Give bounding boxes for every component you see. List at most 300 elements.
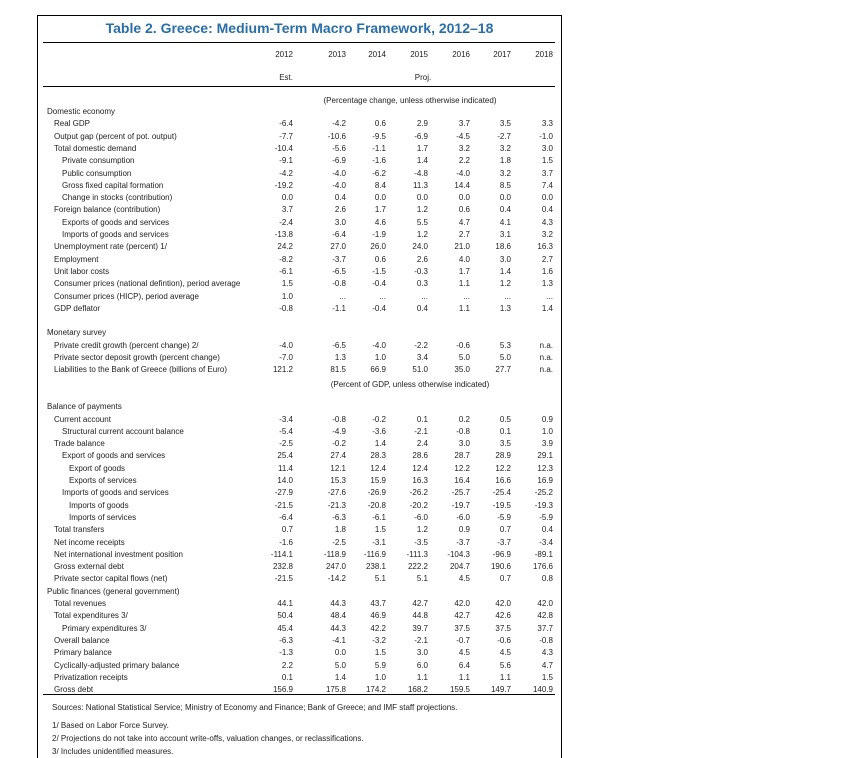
- proj-label: Proj.: [414, 73, 432, 82]
- cell-2012: -19.2: [274, 180, 293, 190]
- cell-2016: 3.7: [458, 119, 470, 129]
- cell-2015: 168.2: [407, 685, 428, 695]
- cell-2014: ...: [379, 291, 386, 301]
- cell-2015: 16.3: [412, 476, 428, 485]
- cell-2013: -10.6: [327, 131, 346, 141]
- cell-2018: 4.3: [541, 648, 553, 658]
- cell-2013: 175.8: [325, 685, 346, 695]
- cell-2016: -25.7: [451, 488, 470, 498]
- cell-2014: -20.8: [367, 500, 386, 510]
- cell-2013: -4.2: [332, 119, 346, 129]
- cell-2018: 16.3: [537, 242, 553, 252]
- cell-2018: 3.2: [541, 230, 553, 239]
- cell-2012: -8.2: [279, 254, 293, 264]
- cell-2015: -6.9: [414, 131, 428, 141]
- cell-2017: 0.1: [499, 426, 511, 436]
- cell-2017: -0.6: [497, 635, 511, 645]
- cell-2012: 121.2: [272, 365, 293, 375]
- row-label: Overall balance: [54, 635, 110, 645]
- cell-2018: 37.7: [537, 623, 553, 633]
- row-label: Total transfers: [54, 525, 105, 535]
- cell-2013: -4.9: [332, 426, 346, 436]
- cell-2015: -2.1: [414, 426, 428, 436]
- cell-2018: 3.3: [541, 119, 553, 129]
- cell-2013: 5.0: [334, 660, 346, 670]
- cell-2014: -4.0: [372, 340, 386, 350]
- est-label: Est.: [279, 73, 293, 82]
- cell-2016: 16.4: [454, 476, 470, 485]
- cell-2016: 4.5: [458, 648, 470, 658]
- cell-2012: 3.7: [281, 205, 293, 215]
- cell-2015: -2.2: [414, 340, 428, 350]
- cell-2016: 4.0: [458, 254, 470, 264]
- cell-2015: -26.2: [409, 488, 428, 498]
- cell-2015: 1.2: [416, 205, 428, 215]
- year-2016: 2016: [452, 50, 470, 59]
- row-label: Exports of goods and services: [62, 217, 170, 227]
- cell-2015: 0.4: [416, 303, 428, 313]
- cell-2012: -21.5: [274, 500, 293, 510]
- cell-2016: 2.7: [458, 230, 470, 239]
- cell-2013: -0.8: [332, 279, 346, 289]
- year-2012: 2012: [275, 50, 293, 59]
- row-label: Private sector capital flows (net): [54, 574, 168, 584]
- row-label: Consumer prices (HICP), period average: [54, 291, 199, 301]
- cell-2018: n.a.: [539, 353, 553, 362]
- cell-2012: 1.5: [281, 279, 293, 289]
- cell-2014: -0.2: [372, 414, 386, 424]
- cell-2014: -1.6: [372, 156, 386, 166]
- cell-2017: ...: [504, 291, 511, 301]
- cell-2018: 3.7: [541, 168, 553, 178]
- cell-2017: -96.9: [492, 549, 511, 559]
- cell-2017: 3.5: [499, 439, 511, 449]
- cell-2016: 0.6: [458, 205, 470, 215]
- cell-2015: 2.4: [416, 439, 428, 449]
- cell-2016: -0.8: [456, 426, 470, 436]
- cell-2016: 159.5: [449, 685, 470, 695]
- cell-2013: 44.3: [330, 599, 346, 608]
- cell-2017: -19.5: [492, 500, 511, 510]
- cell-2015: 1.7: [416, 143, 428, 153]
- cell-2014: 1.0: [374, 353, 386, 362]
- row-label: Gross debt: [54, 685, 94, 695]
- row-label: Imports of services: [69, 512, 137, 522]
- cell-2012: -10.4: [274, 143, 293, 153]
- cell-2012: 24.2: [277, 242, 293, 252]
- cell-2013: 247.0: [325, 562, 346, 572]
- cell-2013: -0.8: [332, 414, 346, 424]
- cell-2015: -111.3: [406, 549, 428, 559]
- cell-2012: -1.6: [279, 537, 293, 547]
- cell-2015: 24.0: [412, 242, 428, 252]
- section-heading: Domestic economy: [47, 107, 116, 116]
- cell-2016: -0.7: [456, 635, 470, 645]
- cell-2016: 1.1: [458, 303, 470, 313]
- cell-2017: 0.0: [499, 193, 511, 203]
- cell-2012: -114.1: [270, 549, 293, 559]
- row-label: Imports of goods and services: [62, 488, 169, 498]
- cell-2014: 12.4: [370, 463, 386, 473]
- cell-2013: 1.4: [334, 672, 346, 682]
- cell-2017: 1.2: [499, 279, 511, 289]
- cell-2015: 51.0: [412, 365, 428, 375]
- cell-2013: -4.0: [332, 168, 346, 178]
- cell-2017: 149.7: [490, 685, 511, 695]
- cell-2018: 0.4: [541, 205, 553, 215]
- row-label: Total revenues: [54, 599, 107, 608]
- cell-2013: -3.7: [332, 254, 346, 264]
- cell-2012: 0.0: [281, 193, 293, 203]
- footnote-1: 1/ Based on Labor Force Survey.: [52, 721, 169, 730]
- cell-2018: 1.6: [541, 266, 553, 276]
- cell-2013: 48.4: [330, 611, 346, 621]
- cell-2017: 27.7: [495, 365, 511, 375]
- cell-2017: 3.2: [499, 168, 511, 178]
- cell-2016: 42.0: [454, 599, 470, 608]
- row-label: Private sector deposit growth (percent change): [54, 353, 220, 362]
- cell-2014: 28.3: [370, 451, 386, 461]
- row-label: Net international investment position: [54, 549, 183, 559]
- cell-2017: 12.2: [495, 463, 511, 473]
- cell-2014: -6.2: [372, 168, 386, 178]
- cell-2017: 5.6: [499, 660, 511, 670]
- cell-2014: 0.6: [374, 119, 386, 129]
- cell-2012: -6.3: [279, 635, 293, 645]
- cell-2018: -25.2: [534, 488, 553, 498]
- cell-2013: -2.5: [332, 537, 346, 547]
- cell-2012: 0.1: [281, 672, 293, 682]
- cell-2016: -6.0: [456, 512, 470, 522]
- cell-2014: 66.9: [370, 365, 386, 375]
- cell-2015: 1.2: [416, 525, 428, 535]
- cell-2013: -4.0: [332, 180, 346, 190]
- cell-2015: 222.2: [407, 562, 428, 572]
- cell-2015: -4.8: [414, 168, 428, 178]
- cell-2015: 0.0: [416, 193, 428, 203]
- cell-2014: -9.5: [372, 131, 386, 141]
- cell-2015: 5.5: [416, 217, 428, 227]
- row-label: Private consumption: [62, 156, 135, 166]
- cell-2016: 6.4: [458, 660, 470, 670]
- cell-2018: 1.3: [541, 279, 553, 289]
- cell-2013: -21.3: [327, 500, 346, 510]
- cell-2017: 4.5: [499, 648, 511, 658]
- cell-2012: -2.4: [279, 217, 293, 227]
- cell-2018: 0.8: [541, 574, 553, 584]
- cell-2015: 2.9: [416, 119, 428, 129]
- cell-2014: 238.1: [365, 562, 386, 572]
- cell-2015: 39.7: [412, 623, 428, 633]
- row-label: Primary balance: [54, 648, 112, 658]
- cell-2018: n.a.: [539, 365, 553, 375]
- cell-2018: 12.3: [537, 463, 553, 473]
- cell-2017: 190.6: [490, 562, 511, 572]
- rule-header: [43, 86, 555, 87]
- cell-2013: -6.5: [332, 340, 346, 350]
- cell-2018: 3.9: [541, 439, 553, 449]
- cell-2017: 3.1: [499, 230, 511, 239]
- cell-2016: 0.9: [458, 525, 470, 535]
- cell-2015: 12.4: [412, 463, 428, 473]
- row-label: Unemployment rate (percent) 1/: [54, 242, 167, 252]
- cell-2016: 37.5: [454, 623, 470, 633]
- row-label: Structural current account balance: [62, 426, 184, 436]
- cell-2017: 16.6: [495, 476, 511, 485]
- cell-2013: -27.6: [327, 488, 346, 498]
- cell-2014: 15.9: [370, 476, 386, 485]
- cell-2016: 1.1: [458, 279, 470, 289]
- cell-2015: 1.2: [416, 230, 428, 239]
- row-label: Current account: [54, 414, 111, 424]
- cell-2013: 44.3: [330, 623, 346, 633]
- cell-2018: 16.9: [537, 476, 553, 485]
- cell-2015: 3.4: [416, 353, 428, 362]
- cell-2015: ...: [421, 291, 428, 301]
- cell-2018: 0.0: [541, 193, 553, 203]
- cell-2016: 42.7: [454, 611, 470, 621]
- cell-2017: 3.5: [499, 119, 511, 129]
- cell-2014: -3.6: [372, 426, 386, 436]
- unit-note-percent-of-gdp: (Percent of GDP, unless otherwise indicated): [330, 380, 490, 389]
- cell-2012: -5.4: [279, 426, 293, 436]
- cell-2017: 8.5: [499, 180, 511, 190]
- year-2018: 2018: [535, 50, 553, 59]
- year-2013: 2013: [328, 50, 346, 59]
- cell-2012: 2.2: [281, 660, 293, 670]
- cell-2013: -6.5: [332, 266, 346, 276]
- cell-2017: 42.0: [495, 599, 511, 608]
- cell-2016: 4.5: [458, 574, 470, 584]
- cell-2016: 35.0: [454, 365, 470, 375]
- cell-2018: 1.0: [541, 426, 553, 436]
- row-label: Imports of goods: [69, 500, 129, 510]
- cell-2014: 1.5: [374, 525, 386, 535]
- cell-2015: 1.1: [416, 672, 428, 682]
- cell-2017: 0.4: [499, 205, 511, 215]
- row-label: Unit labor costs: [54, 266, 110, 276]
- cell-2014: 1.0: [374, 672, 386, 682]
- cell-2016: 2.2: [458, 156, 470, 166]
- cell-2015: 11.3: [413, 180, 428, 190]
- cell-2012: 25.4: [277, 451, 293, 461]
- row-label: Total expenditures 3/: [54, 611, 128, 621]
- section-heading: Balance of payments: [47, 402, 122, 412]
- cell-2014: 5.9: [374, 660, 386, 670]
- cell-2014: -1.9: [372, 230, 386, 239]
- cell-2014: 5.1: [374, 574, 386, 584]
- cell-2012: -27.9: [274, 488, 293, 498]
- cell-2013: 1.8: [334, 525, 346, 535]
- cell-2012: 14.0: [277, 476, 293, 485]
- cell-2012: -6.1: [279, 266, 293, 276]
- cell-2015: 0.3: [416, 279, 428, 289]
- row-label: Foreign balance (contribution): [54, 205, 161, 215]
- cell-2012: 45.4: [277, 623, 293, 633]
- cell-2017: 42.6: [495, 611, 511, 621]
- cell-2017: -2.7: [497, 131, 511, 141]
- cell-2016: 3.2: [458, 143, 470, 153]
- cell-2014: -116.9: [363, 549, 386, 559]
- cell-2018: -89.1: [534, 549, 553, 559]
- cell-2018: 4.3: [541, 217, 553, 227]
- row-label: Gross external debt: [54, 562, 124, 572]
- cell-2018: 1.5: [541, 156, 553, 166]
- cell-2016: 4.7: [458, 217, 470, 227]
- cell-2012: -3.4: [279, 414, 293, 424]
- cell-2015: 1.4: [416, 156, 428, 166]
- cell-2015: 28.6: [412, 451, 428, 461]
- cell-2018: 0.9: [541, 414, 553, 424]
- cell-2014: 0.6: [374, 254, 386, 264]
- cell-2015: 2.6: [416, 254, 428, 264]
- row-label: Change in stocks (contribution): [62, 193, 173, 203]
- cell-2012: -13.8: [274, 230, 293, 239]
- cell-2016: -0.6: [456, 340, 470, 350]
- row-label: Real GDP: [54, 119, 91, 129]
- sources-note: Sources: National Statistical Service; Ministry of Economy and Finance; Bank of Greece; and IMF staff projections.: [52, 703, 458, 712]
- cell-2015: 44.8: [412, 611, 428, 621]
- row-label: Exports of services: [69, 476, 137, 485]
- cell-2014: -1.1: [372, 143, 386, 153]
- cell-2018: -0.8: [539, 635, 553, 645]
- cell-2015: -2.1: [414, 635, 428, 645]
- cell-2012: 44.1: [277, 599, 293, 608]
- cell-2013: 3.0: [334, 217, 346, 227]
- cell-2013: -118.9: [323, 549, 346, 559]
- cell-2016: 14.4: [454, 180, 470, 190]
- cell-2013: ...: [339, 291, 346, 301]
- cell-2017: 1.3: [499, 303, 511, 313]
- cell-2016: 1.1: [458, 672, 470, 682]
- cell-2017: 28.9: [495, 451, 511, 461]
- cell-2013: 12.1: [330, 463, 346, 473]
- cell-2015: -20.2: [409, 500, 428, 510]
- section-heading: Public finances (general government): [47, 586, 180, 596]
- cell-2016: 28.7: [454, 451, 470, 461]
- cell-2014: 1.5: [374, 648, 386, 658]
- year-2017: 2017: [493, 50, 511, 59]
- cell-2017: 4.1: [499, 217, 511, 227]
- row-label: Employment: [54, 254, 99, 264]
- cell-2012: -1.3: [279, 648, 293, 658]
- cell-2015: -3.5: [414, 537, 428, 547]
- cell-2014: 42.2: [370, 623, 386, 633]
- cell-2013: -6.4: [332, 230, 346, 239]
- cell-2018: 1.4: [541, 303, 553, 313]
- cell-2015: -0.3: [414, 266, 428, 276]
- cell-2013: 0.4: [334, 193, 346, 203]
- cell-2018: 3.0: [541, 143, 553, 153]
- row-label: Export of goods and services: [62, 451, 166, 461]
- row-label: Privatization receipts: [54, 672, 128, 682]
- cell-2016: 5.0: [458, 353, 470, 362]
- cell-2013: 15.3: [330, 476, 346, 485]
- cell-2013: -14.2: [327, 574, 346, 584]
- cell-2012: -9.1: [279, 156, 293, 166]
- cell-2012: 156.9: [272, 685, 293, 695]
- cell-2014: 8.4: [374, 180, 386, 190]
- row-label: Output gap (percent of pot. output): [54, 131, 177, 141]
- cell-2017: 5.3: [499, 340, 511, 350]
- cell-2013: 27.4: [330, 451, 346, 461]
- cell-2013: 1.3: [334, 353, 346, 362]
- cell-2016: 12.2: [454, 463, 470, 473]
- cell-2012: -21.5: [274, 574, 293, 584]
- cell-2014: 46.9: [370, 611, 386, 621]
- cell-2017: 1.4: [499, 266, 511, 276]
- cell-2018: 2.7: [541, 254, 553, 264]
- row-label: Export of goods: [69, 463, 126, 473]
- cell-2015: 5.1: [416, 574, 428, 584]
- row-label: Consumer prices (national defintion), period average: [54, 279, 241, 289]
- cell-2018: 42.0: [537, 599, 553, 608]
- cell-2017: 1.1: [499, 672, 511, 682]
- cell-2018: 42.8: [537, 611, 553, 621]
- cell-2016: -3.7: [456, 537, 470, 547]
- cell-2013: 2.6: [334, 205, 346, 215]
- cell-2013: 0.0: [334, 648, 346, 658]
- cell-2018: 140.9: [532, 685, 553, 695]
- cell-2014: 0.0: [374, 193, 386, 203]
- cell-2013: -0.2: [332, 439, 346, 449]
- cell-2016: -19.7: [451, 500, 470, 510]
- cell-2017: 3.0: [499, 254, 511, 264]
- section-heading: Monetary survey: [47, 328, 107, 338]
- cell-2017: 0.5: [499, 414, 511, 424]
- cell-2018: 4.7: [541, 660, 553, 670]
- cell-2015: 3.0: [416, 648, 428, 658]
- cell-2017: 1.8: [499, 156, 511, 166]
- cell-2013: -4.1: [332, 635, 346, 645]
- row-label: Total domestic demand: [54, 143, 137, 153]
- row-label: Public consumption: [62, 168, 132, 178]
- cell-2017: 3.2: [499, 143, 511, 153]
- unit-note-percentage-change: (Percentage change, unless otherwise indicated): [323, 96, 497, 105]
- cell-2014: 1.7: [374, 205, 386, 215]
- cell-2017: 5.0: [499, 353, 511, 362]
- cell-2014: -0.4: [372, 303, 386, 313]
- cell-2018: -5.9: [539, 512, 553, 522]
- cell-2018: 7.4: [541, 180, 553, 190]
- cell-2016: -104.3: [447, 549, 470, 559]
- cell-2016: 1.7: [458, 266, 470, 276]
- cell-2014: 43.7: [370, 599, 386, 608]
- row-label: GDP deflator: [54, 303, 101, 313]
- cell-2014: 26.0: [370, 242, 386, 252]
- cell-2018: 0.4: [541, 525, 553, 535]
- row-label: Imports of goods and services: [62, 230, 169, 239]
- cell-2017: -25.4: [492, 488, 511, 498]
- cell-2016: -4.0: [456, 168, 470, 178]
- cell-2012: -6.4: [279, 512, 293, 522]
- cell-2017: 0.7: [499, 525, 511, 535]
- cell-2017: 37.5: [495, 623, 511, 633]
- cell-2017: -3.7: [497, 537, 511, 547]
- footnote-2: 2/ Projections do not take into account write-offs, valuation changes, or reclassifications.: [52, 734, 364, 743]
- cell-2016: 0.2: [458, 414, 470, 424]
- cell-2018: -3.4: [539, 537, 553, 547]
- cell-2018: 1.5: [541, 672, 553, 682]
- cell-2012: -6.4: [279, 119, 293, 129]
- row-label: Liabilities to the Bank of Greece (billions of Euro): [54, 365, 227, 375]
- cell-2014: -6.1: [372, 512, 386, 522]
- cell-2014: -3.2: [372, 635, 386, 645]
- cell-2012: 50.4: [277, 611, 293, 621]
- cell-2012: -2.5: [279, 439, 293, 449]
- cell-2012: 1.0: [281, 291, 293, 301]
- cell-2015: 6.0: [416, 660, 428, 670]
